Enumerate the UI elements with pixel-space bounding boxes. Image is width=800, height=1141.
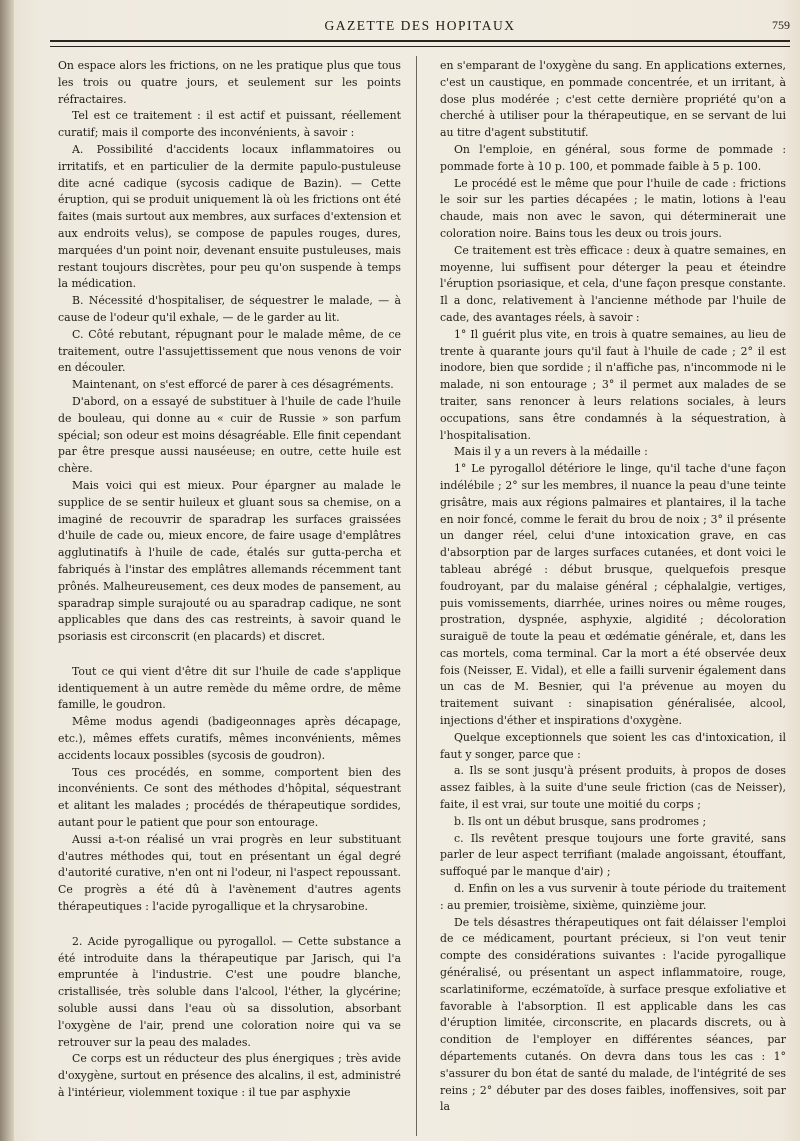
column-divider bbox=[416, 56, 417, 1136]
paragraph: en s'emparant de l'oxygène du sang. En applications externes, c'est un caustique, en pommade concentrée, et un irritant, à dose plus modérée ; c'est cette dernière propriété qu'on a cherché à utiliser pour la thérapeutique, en se servant de lui au titre d'agent substitutif. bbox=[440, 59, 786, 140]
paragraph: Tout ce qui vient d'être dit sur l'huile de cade s'applique identiquement à un autre remède du même ordre, de même famille, le goudron. bbox=[58, 664, 401, 712]
page-binding-edge bbox=[0, 0, 14, 1141]
paragraph: Aussi a-t-on réalisé un vrai progrès en leur substituant d'autres méthodes qui, tout en présentant un égal degré d'autorité curative, n'en ont ni l'odeur, ni l'aspect repoussant. Ce progrès a été dû à l'avènement d'autres agents thérapeutiques : l'acide pyrogallique et la chrysarobine. bbox=[58, 832, 401, 914]
paragraph: Ce corps est un réducteur des plus énergiques ; très avide d'oxygène, surtout en présence des alcalins, il est, administré à l'intérieur, violemment toxique : il tue par asphyxie bbox=[58, 1052, 401, 1100]
paragraph: On l'emploie, en général, sous forme de pommade : pommade forte à 10 p. 100, et pommade faible à 5 p. 100. bbox=[440, 142, 786, 173]
paragraph: Quelque exceptionnels que soient les cas d'intoxication, il faut y songer, parce que : bbox=[440, 730, 786, 761]
paragraph: Tel est ce traitement : il est actif et puissant, réellement curatif; mais il comporte des inconvénients, à savoir : bbox=[58, 109, 401, 140]
paragraph: 1° Le pyrogallol détériore le linge, qu'il tache d'une façon indélébile ; 2° sur les membres, il nuance la peau d'une teinte grisâtre, mais aux régions palmaires et plantaires, il la tache en noir foncé, comme le ferait du brou de noix ; 3° il présente un danger réel, celui d'une intoxication grave, en cas d'absorption par de larges surfaces cutanées, et dont voici le tableau abrégé : début brusque, quelquefois presque foudroyant, par du malaise général ; céphalalgie, vertiges, puis vomissements, diarrhée, urines noires ou même rouges, prostration, dyspnée, asphyxie, algidité ; décoloration suraiguë de toute la peau et œdématie générale, et, dans les cas mortels, coma terminal. Car la mort a été observée deux fois (Neisser, E. Vidal), et elle a failli survenir également dans un cas de M. Besnier, qui l'a prévenue au moyen du traitement suivant : sinapisation généralisée, alcool, injections d'éther et inspirations d'oxygène. bbox=[440, 462, 786, 728]
paragraph: a. Ils se sont jusqu'à présent produits, à propos de doses assez faibles, à la suite d'une seule friction (cas de Neisser), faite, il est vrai, sur toute une moitié du corps ; bbox=[440, 764, 786, 812]
header-rule-thick bbox=[50, 40, 790, 42]
paragraph: 1° Il guérit plus vite, en trois à quatre semaines, au lieu de trente à quarante jours qu'il faut à l'huile de cade ; 2° il est inodore, bien que sordide ; il n'affiche pas, n'incommode ni le malade, ni son entourage ; 3° il permet aux malades de se traiter, sans renoncer à leurs relations sociales, à leurs occupations, sans être condamnés à la séquestration, à l'hospitalisation. bbox=[440, 327, 786, 442]
paragraph: A. Possibilité d'accidents locaux inflammatoires ou irritatifs, et en particulier de la dermite papulo-pustuleuse dite acné cadique (sycosis cadique de Bazin). — Cette éruption, qui se produit uniquement là où les frictions ont été faites (mais surtout aux membres, aux surfaces d'extension et aux endroits velus), se compose de papules rouges, dures, marquées d'un point noir, devenant ensuite pustuleuses, mais restant toujours discrètes, pour peu qu'on suspende à temps la médication. bbox=[58, 142, 401, 291]
paragraph: De tels désastres thérapeutiques ont fait délaisser l'emploi de ce médicament, pourtant précieux, si l'on veut tenir compte des considérations suivantes : l'acide pyrogallique généralisé, ou présentant un aspect inflammatoire, rouge, scarlatiniforme, eczématoïde, à surface presque exfoliative et favorable à l'absorption. Il est applicable dans les cas d'éruption limitée, circonscrite, en placards discrets, ou à condition de l'employer en différentes séances, par départements cutanés. On devra dans tous les cas : 1° s'assurer du bon état de santé du malade, de l'intégrité de ses reins ; 2° débuter par des doses faibles, inoffensives, soit par la bbox=[440, 915, 786, 1114]
paragraph: Le procédé est le même que pour l'huile de cade : frictions le soir sur les parties décapées ; le matin, lotions à l'eau chaude, mais non avec le savon, qui déterminerait une coloration noire. Bains tous les deux ou trois jours. bbox=[440, 176, 786, 240]
paragraph: Ce traitement est très efficace : deux à quatre semaines, en moyenne, lui suffisent pour déterger la peau et éteindre l'éruption psoriasique, et cela, d'une façon presque constante. Il a donc, relativement à l'ancienne méthode par l'huile de cade, des avantages réels, à savoir : bbox=[440, 243, 786, 324]
paragraph: Mais voici qui est mieux. Pour épargner au malade le supplice de se sentir huileux et gluant sous sa chemise, on a imaginé de recouvrir de sparadrap les surfaces graissées d'huile de cade ou, mieux encore, de faire usage d'emplâtres agglutinatifs à l'huile de cade, étalés sur gutta-percha et fabriqués à l'instar des emplâtres allemands récemment tant prônés. Malheureusement, ces deux modes de pansement, au sparadrap simple surajouté ou au sparadrap cadique, ne sont applicables que dans des cas restreints, à savoir quand le psoriasis est circonscrit (en placards) et discret. bbox=[58, 478, 401, 644]
running-title: GAZETTE DES HOPITAUX bbox=[324, 18, 516, 33]
left-column bbox=[58, 58, 401, 1102]
page-number: 759 bbox=[772, 18, 790, 32]
paragraph: d. Enfin on les a vus survenir à toute période du traitement : au premier, troisième, sixième, quinzième jour. bbox=[440, 882, 786, 912]
paragraph: b. Ils ont un début brusque, sans prodromes ; bbox=[454, 814, 707, 828]
paragraph: c. Ils revêtent presque toujours une forte gravité, sans parler de leur aspect terrifiant (malade angoissant, étouffant, suffoqué par le manque d'air) ; bbox=[440, 831, 786, 879]
paragraph: Même modus agendi (badigeonnages après décapage, etc.), mêmes effets curatifs, mêmes inconvénients, mêmes accidents locaux possibles (sycosis de goudron). bbox=[58, 715, 401, 762]
page-header bbox=[50, 14, 790, 40]
paragraph: D'abord, on a essayé de substituer à l'huile de cade l'huile de bouleau, qui donne au « cuir de Russie » son parfum spécial; son odeur est moins désagréable. Elle finit cependant par être presque aussi nauséeuse; en outre, cette huile est chère. bbox=[58, 394, 401, 476]
paragraph: C. Côté rebutant, répugnant pour le malade même, de ce traitement, outre l'assujettissement que nous venons de voir en découler. bbox=[58, 327, 401, 375]
section-paragraph: 2. Acide pyrogallique ou pyrogallol. — Cette substance a été introduite dans la thérapeutique par Jarisch, qui l'a empruntée à l'industrie. C'est une poudre blanche, cristallisée, très soluble dans l'alcool, l'éther, la glycérine; soluble aussi dans l'eau où sa dissolution, absorbant l'oxygène de l'air, prend une coloration noire qui va se retrouver sur la peau des malades. bbox=[58, 934, 401, 1049]
paragraph: Maintenant, on s'est efforcé de parer à ces désagréments. bbox=[72, 378, 394, 392]
paragraph: B. Nécessité d'hospitaliser, de séquestrer le malade, — à cause de l'odeur qu'il exhale, — de le garder au lit. bbox=[58, 294, 401, 324]
paragraph: On espace alors les frictions, on ne les pratique plus que tous les trois ou quatre jours, et seulement sur les points réfractaires. bbox=[58, 59, 401, 106]
right-column bbox=[440, 58, 786, 1116]
paragraph: Tous ces procédés, en somme, comportent bien des inconvénients. Ce sont des méthodes d'hôpital, séquestrant et alitant les malades ; procédés de thérapeutique sordides, autant pour le patient que pour son entourage. bbox=[58, 765, 401, 830]
header-rule-thin bbox=[50, 46, 790, 47]
paragraph: Mais il y a un revers à la médaille : bbox=[454, 445, 648, 459]
